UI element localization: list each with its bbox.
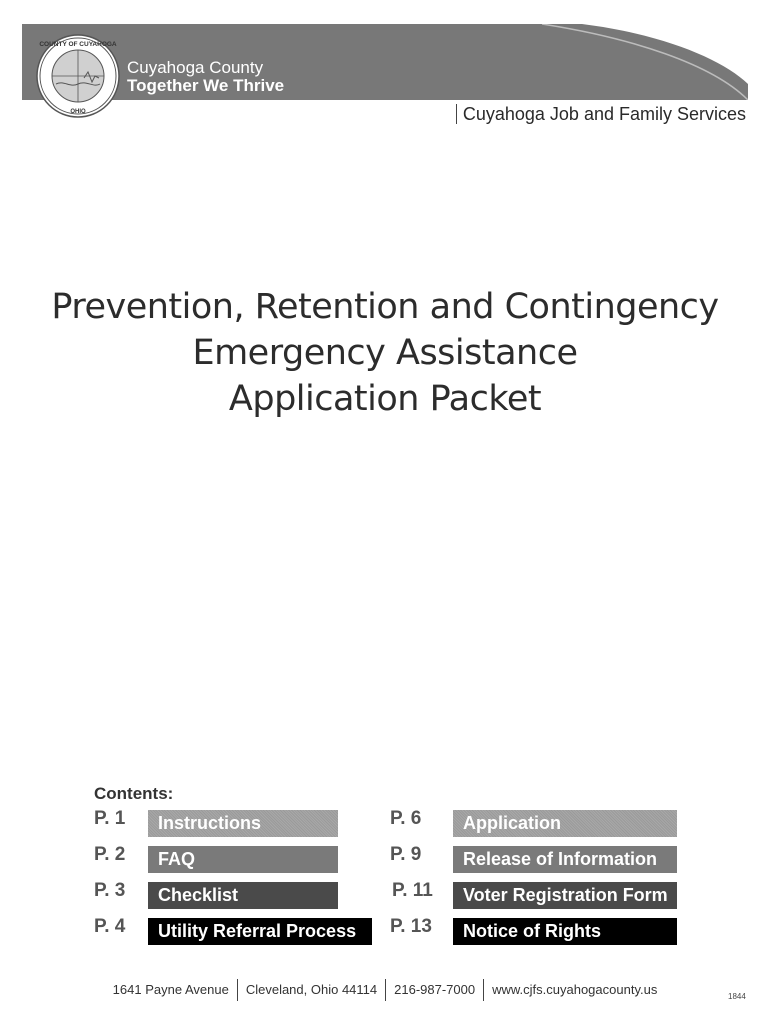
brand-text — [127, 59, 284, 95]
title-line-3: Application Packet — [228, 379, 542, 419]
toc-page-2: P. 2 — [94, 844, 126, 865]
title-line-2: Emergency Assistance — [192, 333, 578, 373]
department-name: Cuyahoga Job and Family Services — [456, 104, 746, 124]
footer-address: 1641 Payne Avenue — [112, 982, 229, 997]
tagline: Together We Thrive — [127, 76, 285, 95]
contents-heading: Contents: — [94, 784, 174, 803]
svg-text:COUNTY OF CUYAHOGA: COUNTY OF CUYAHOGA — [39, 41, 117, 48]
toc-item-voter-registration[interactable]: Voter Registration Form — [453, 882, 677, 909]
footer-website[interactable]: www.cjfs.cuyahogacounty.us — [492, 982, 658, 997]
toc-item-utility-referral[interactable]: Utility Referral Process — [148, 918, 372, 945]
footer-city: Cleveland, Ohio 44114 — [245, 982, 378, 997]
toc-item-checklist[interactable]: Checklist — [148, 882, 338, 909]
footer-phone: 216-987-7000 — [394, 982, 476, 997]
toc-page-9: P. 9 — [390, 844, 422, 865]
title-line-1: Prevention, Retention and Contingency — [51, 287, 719, 327]
document-title — [0, 284, 770, 422]
toc-page-11: P. 11 — [392, 880, 433, 901]
form-number: 1844 — [728, 992, 746, 1001]
toc-page-4: P. 4 — [94, 916, 126, 937]
toc-item-application[interactable]: Application — [453, 810, 677, 837]
toc-page-3: P. 3 — [94, 880, 126, 901]
footer-contact — [0, 981, 770, 1001]
county-seal-logo — [36, 34, 120, 118]
toc-item-notice-of-rights[interactable]: Notice of Rights — [453, 918, 677, 945]
toc-item-faq[interactable]: FAQ — [148, 846, 338, 873]
svg-text:OHIO: OHIO — [70, 109, 86, 115]
toc-item-instructions[interactable]: Instructions — [148, 810, 338, 837]
toc-item-release-of-information[interactable]: Release of Information — [453, 846, 677, 873]
county-name: Cuyahoga County — [127, 58, 264, 77]
toc-page-6: P. 6 — [390, 808, 422, 829]
toc-page-13: P. 13 — [390, 916, 432, 937]
toc-page-1: P. 1 — [94, 808, 126, 829]
